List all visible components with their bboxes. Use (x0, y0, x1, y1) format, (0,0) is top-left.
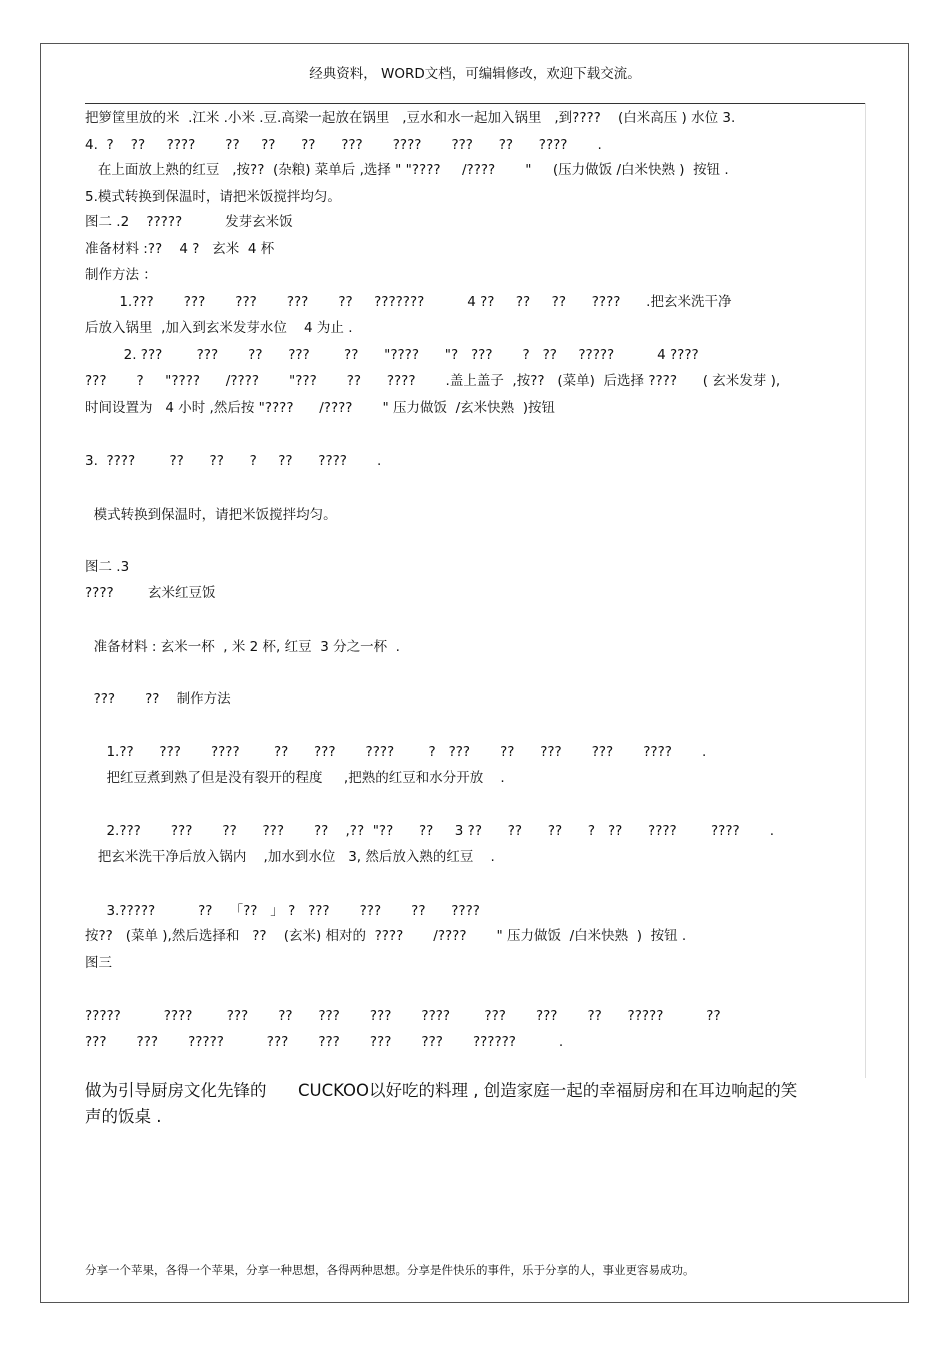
text-line: 把玄米洗干净后放入锅内 ,加水到水位 3, 然后放入熟的红豆 . (85, 849, 495, 865)
text-line: 时间设置为 4 小时 ,然后按 "???? /???? " 压力做饭 /玄米快熟 )按钮 (85, 400, 555, 416)
text-line: 2. ??? ??? ?? ??? ?? "???? "? ??? ? ?? ????? 4 ???? (85, 347, 699, 363)
text-line: 制作方法 ： (85, 267, 157, 283)
page-header: 经典资料， WORD文档，可编辑修改，欢迎下载交流。 (309, 66, 641, 82)
text-line: 把箩筐里放的米 .江米 .小米 .豆.高梁一起放在锅里 ,豆水和水一起加入锅里 ,到???? (白米高压 ) 水位 3. (85, 110, 736, 126)
text-line: 模式转换到保温时，请把米饭搅拌均匀。 (85, 507, 337, 523)
section-heading: 图三 (85, 955, 112, 971)
text-line: 按?? (菜单 ),然后选择和 ?? (玄米) 相对的 ???? /???? " 压力做饭 /白米快熟 ) 按钮 . (85, 928, 687, 944)
text-line: 3. ???? ?? ?? ? ?? ???? . (85, 453, 382, 469)
text-line: 准备材料 : 玄米一杯 , 米 2 杯, 红豆 3 分之一杯 . (85, 639, 400, 655)
page-border (40, 43, 909, 1303)
text-line: 4. ? ?? ???? ?? ?? ?? ??? ???? ??? ?? ???? . (85, 137, 602, 153)
text-line: 1.??? ??? ??? ??? ?? ??????? 4 ?? ?? ?? ???? .把玄米洗干净 (85, 294, 732, 310)
closing-line: 做为引导厨房文化先锋的 CUCKOO以好吃的料理 , 创造家庭一起的幸福厨房和在耳边响起的笑 (85, 1081, 798, 1100)
text-line: 5.模式转换到保温时，请把米饭搅拌均匀。 (85, 189, 341, 205)
section-heading: 图二 .2 ????? 发芽玄米饭 (85, 214, 293, 230)
text-line: ????? ???? ??? ?? ??? ??? ???? ??? ??? ?? ????? ?? (85, 1008, 721, 1024)
closing-line: 声的饭桌 . (85, 1107, 162, 1126)
table-right-border (865, 103, 866, 1078)
header-divider (85, 103, 865, 104)
text-line: 3.????? ?? 「?? 」 ? ??? ??? ?? ???? (85, 903, 480, 919)
text-line: ??? ??? ????? ??? ??? ??? ??? ?????? . (85, 1034, 564, 1050)
text-line: ??? ? "???? /???? "??? ?? ???? .盖上盖子 ,按?? (菜单) 后选择 ???? ( 玄米发芽 ), (85, 373, 781, 389)
text-line: ??? ?? 制作方法 (85, 691, 231, 707)
text-line: 2.??? ??? ?? ??? ?? ,?? "?? ?? 3 ?? ?? ?? ? ?? ???? ???? . (85, 823, 775, 839)
text-line: 后放入锅里 ,加入到玄米发芽水位 4 为止 . (85, 320, 353, 336)
section-heading: ???? 玄米红豆饭 (85, 585, 216, 601)
text-line: 准备材料 :?? 4 ? 玄米 4 杯 (85, 241, 275, 257)
section-heading: 图二 .3 (85, 559, 130, 575)
text-line: 在上面放上熟的红豆 ,按?? (杂粮) 菜单后 ,选择 " "???? /???? " (压力做饭 /白米快熟 ) 按钮 . (85, 162, 729, 178)
page-footer: 分享一个苹果，各得一个苹果，分享一种思想，各得两种思想。分享是件快乐的事件，乐于分享的人，事业更容易成功。 (85, 1263, 695, 1277)
text-line: 把红豆煮到熟了但是没有裂开的程度 ,把熟的红豆和水分开放 . (85, 770, 505, 786)
text-line: 1.?? ??? ???? ?? ??? ???? ? ??? ?? ??? ??? ???? . (85, 744, 707, 760)
